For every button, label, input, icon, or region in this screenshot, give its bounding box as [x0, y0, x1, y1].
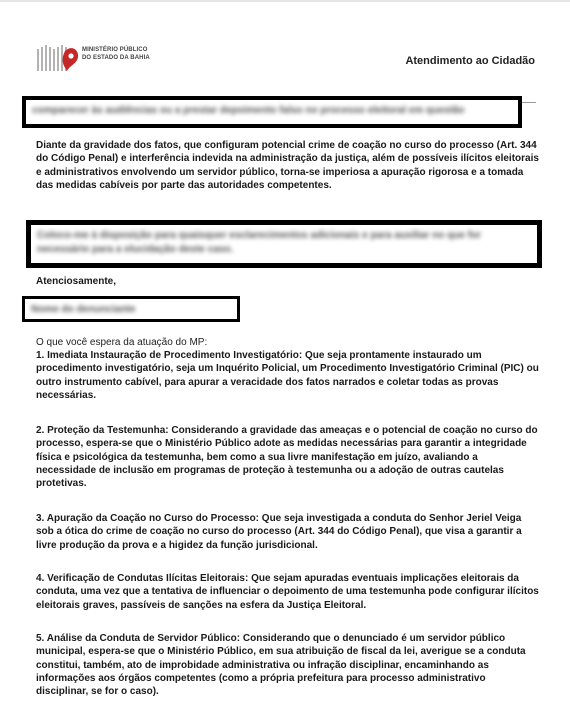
- org-name: [82, 46, 150, 62]
- expectation-item-4: 4. Verificação de Condutas Ilícitas Eleitorais: Que sejam apuradas eventuais implicações eleitorais da conduta, uma vez que a tentativa de influenciar o depoimento de uma testemunha pode configurar ilícitos eleitorais graves, passíveis de sanções na esfera da Justiça Eleitoral.: [36, 573, 539, 611]
- org-name-line1: MINISTÉRIO PÚBLICO: [82, 47, 148, 53]
- page-title: Atendimento ao Cidadão: [405, 55, 535, 67]
- redacted-text-2a: Coloco-me à disposição para quaisquer esclarecimentos adicionais e para auxiliar no que for: [37, 230, 482, 241]
- closing-salutation: Atenciosamente,: [36, 276, 117, 287]
- page-top-border: [0, 0, 570, 2]
- redacted-block-2: [26, 220, 542, 268]
- redacted-block-1: [22, 96, 522, 128]
- org-name-line2: DO ESTADO DA BAHIA: [82, 55, 150, 61]
- redacted-text-1: comparecer às audiências ou a prestar depoimento falso no processo eleitoral em questão: [32, 105, 465, 116]
- section-intro: O que você espera da atuação do MP:: [36, 337, 208, 348]
- expectation-item-1: 1. Imediata Instauração de Procedimento Investigatório: Que seja prontamente instaurado um procedimento investigatório, seja um Inquérito Policial, um Procedimento Investigatório Criminal (PIC) ou outro instrumento cabível, para apurar a veracidade dos fatos narrados e coletar todas as provas necessárias.: [36, 350, 539, 401]
- divider: [520, 102, 536, 103]
- expectation-item-2: 2. Proteção da Testemunha: Considerando a gravidade das ameaças e o potencial de coação no curso do processo, espera-se que o Ministério Público adote as medidas necessárias para garantir a integridade física e psicológica da testemunha, bem como a sua livre manifestação em juízo, avaliando a necessidade de inclusão em programas de proteção à testemunha ou a adoção de outras cautelas protetivas.: [36, 425, 538, 490]
- expectation-item-3: 3. Apuração da Coação no Curso do Processo: Que seja investigada a conduta do Senhor Jeriel Veiga sob a ótica do crime de coação no curso do processo (Art. 344 do Código Penal), que visa a garantir a livre produção da prova e a higidez da função jurisdicional.: [36, 513, 522, 551]
- redacted-signature: [22, 296, 240, 322]
- redacted-text-3: Nome do denunciante: [31, 304, 136, 315]
- main-paragraph: Diante da gravidade dos fatos, que configuram potencial crime de coação no curso do processo (Art. 344 do Código Penal) e interferência indevida na administração da justiça, além de possíveis ilícitos eleitorais e administrativos envolvendo um servidor público, torna-se imperiosa a apuração rigorosa e a tomada das medidas cabíveis por parte das autoridades competentes.: [36, 140, 539, 191]
- expectation-item-5: 5. Análise da Conduta de Servidor Público: Considerando que o denunciado é um servidor público municipal, espera-se que o Ministério Público, em sua atribuição de fiscal da lei, averigue se a conduta constitui, também, ato de improbidade administrativa ou infração disciplinar, encaminhando as informações aos órgãos competentes (como a própria prefeitura para processo administrativo disciplinar, se for o caso).: [36, 633, 526, 698]
- redacted-text-2b: necessário para a elucidação deste caso.: [37, 244, 234, 255]
